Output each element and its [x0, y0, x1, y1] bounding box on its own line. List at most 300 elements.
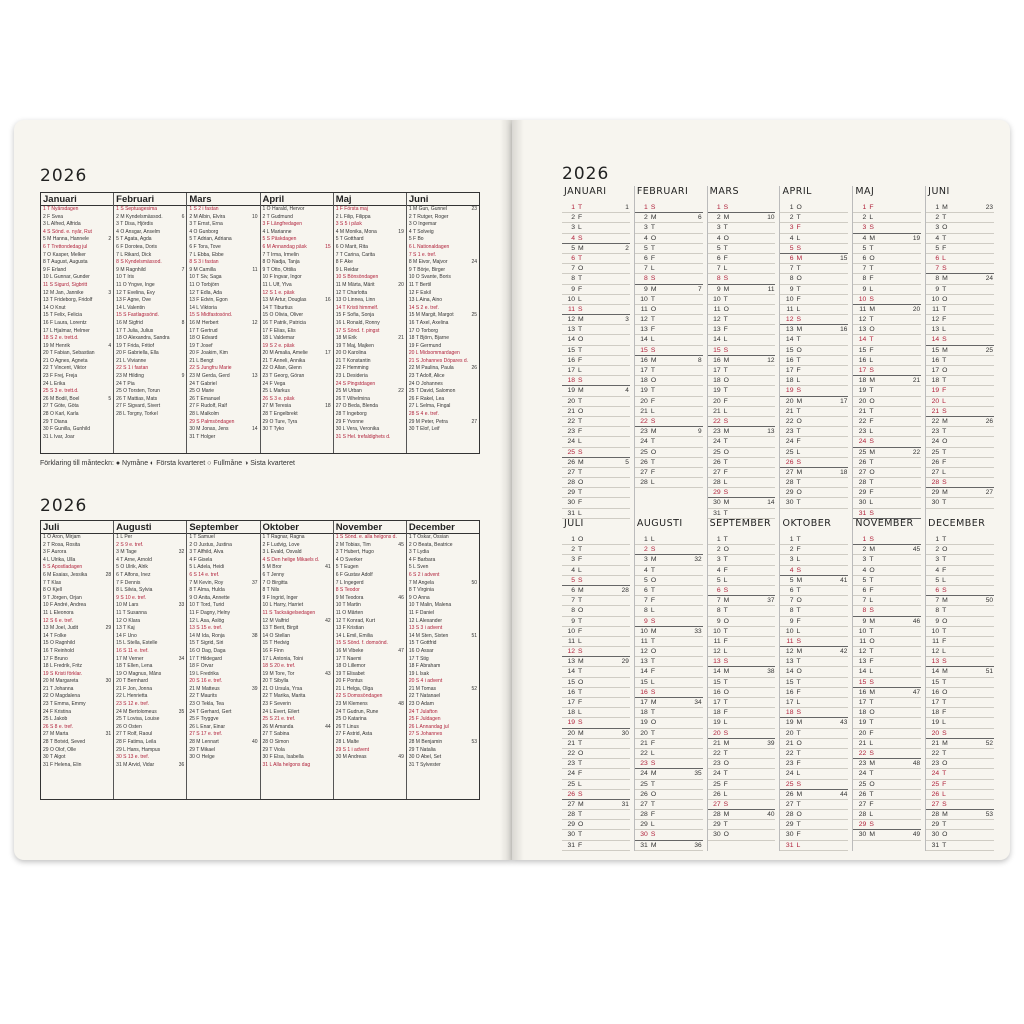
planner-day-row[interactable]: [562, 213, 630, 223]
planner-day-row[interactable]: [562, 729, 630, 739]
planner-day-row[interactable]: [853, 749, 921, 759]
planner-day-row[interactable]: [562, 708, 630, 718]
planner-day-row[interactable]: [562, 596, 630, 606]
planner-day-row[interactable]: [708, 545, 776, 555]
planner-day-row[interactable]: [708, 356, 776, 366]
planner-day-row[interactable]: [853, 708, 921, 718]
planner-day-row[interactable]: [926, 841, 994, 851]
planner-day-row[interactable]: [853, 555, 921, 565]
planner-day-row[interactable]: [708, 739, 776, 749]
planner-day-row[interactable]: [926, 790, 994, 800]
planner-day-row[interactable]: [562, 325, 630, 335]
planner-day-row[interactable]: [780, 325, 848, 335]
planner-day-row[interactable]: [780, 657, 848, 667]
planner-day-row[interactable]: [926, 376, 994, 386]
planner-day-row[interactable]: [926, 417, 994, 427]
planner-day-row[interactable]: [780, 586, 848, 596]
planner-day-row[interactable]: [635, 688, 703, 698]
planner-day-row[interactable]: [635, 356, 703, 366]
planner-day-row[interactable]: [853, 213, 921, 223]
planner-day-row[interactable]: [562, 678, 630, 688]
planner-day-row[interactable]: [635, 478, 703, 488]
planner-day-row[interactable]: [853, 264, 921, 274]
planner-day-row[interactable]: [708, 213, 776, 223]
planner-day-row[interactable]: [562, 305, 630, 315]
planner-day-row[interactable]: [926, 223, 994, 233]
planner-day-row[interactable]: [635, 830, 703, 840]
planner-day-row[interactable]: [780, 468, 848, 478]
planner-day-row[interactable]: [926, 427, 994, 437]
planner-day-row[interactable]: [635, 637, 703, 647]
planner-day-row[interactable]: [635, 617, 703, 627]
planner-day-row[interactable]: [562, 759, 630, 769]
planner-day-row[interactable]: [853, 285, 921, 295]
planner-day-row[interactable]: [562, 397, 630, 407]
planner-day-row[interactable]: [635, 545, 703, 555]
planner-day-row[interactable]: [635, 223, 703, 233]
planner-day-row[interactable]: [780, 366, 848, 376]
planner-day-row[interactable]: [853, 335, 921, 345]
planner-day-row[interactable]: [853, 397, 921, 407]
planner-day-row[interactable]: [635, 437, 703, 447]
planner-day-row[interactable]: [708, 315, 776, 325]
planner-day-row[interactable]: [708, 417, 776, 427]
planner-day-row[interactable]: [853, 657, 921, 667]
planner-day-row[interactable]: [853, 356, 921, 366]
planner-day-row[interactable]: [635, 566, 703, 576]
planner-day-row[interactable]: [926, 729, 994, 739]
planner-day-row[interactable]: [853, 790, 921, 800]
planner-day-row[interactable]: [780, 386, 848, 396]
planner-day-row[interactable]: [853, 498, 921, 508]
planner-day-row[interactable]: [708, 244, 776, 254]
planner-day-row[interactable]: [708, 576, 776, 586]
planner-day-row[interactable]: [562, 688, 630, 698]
planner-day-row[interactable]: [562, 769, 630, 779]
planner-day-row[interactable]: [635, 820, 703, 830]
planner-day-row[interactable]: [562, 264, 630, 274]
planner-day-row[interactable]: [708, 535, 776, 545]
planner-day-row[interactable]: [635, 606, 703, 616]
planner-day-row[interactable]: [635, 667, 703, 677]
planner-day-row[interactable]: [926, 366, 994, 376]
planner-day-row[interactable]: [926, 555, 994, 565]
planner-day-row[interactable]: [708, 780, 776, 790]
planner-day-row[interactable]: [780, 759, 848, 769]
planner-day-row[interactable]: [708, 759, 776, 769]
planner-day-row[interactable]: [708, 718, 776, 728]
planner-day-row[interactable]: [708, 427, 776, 437]
planner-day-row[interactable]: [853, 437, 921, 447]
planner-day-row[interactable]: [853, 800, 921, 810]
planner-day-row[interactable]: [780, 397, 848, 407]
planner-day-row[interactable]: [708, 555, 776, 565]
planner-day-row[interactable]: [562, 790, 630, 800]
planner-day-row[interactable]: [853, 274, 921, 284]
planner-day-row[interactable]: [853, 769, 921, 779]
planner-day-row[interactable]: [780, 667, 848, 677]
planner-day-row[interactable]: [780, 678, 848, 688]
planner-day-row[interactable]: [926, 667, 994, 677]
planner-day-row[interactable]: [635, 739, 703, 749]
planner-day-row[interactable]: [853, 325, 921, 335]
planner-day-row[interactable]: [780, 708, 848, 718]
planner-day-row[interactable]: [853, 254, 921, 264]
planner-day-row[interactable]: [635, 535, 703, 545]
planner-day-row[interactable]: [708, 346, 776, 356]
planner-day-row[interactable]: [562, 315, 630, 325]
planner-day-row[interactable]: [926, 657, 994, 667]
planner-day-row[interactable]: [562, 223, 630, 233]
planner-day-row[interactable]: [853, 346, 921, 356]
planner-day-row[interactable]: [780, 698, 848, 708]
planner-day-row[interactable]: [853, 458, 921, 468]
planner-day-row[interactable]: [926, 586, 994, 596]
planner-day-row[interactable]: [853, 576, 921, 586]
planner-day-row[interactable]: [853, 718, 921, 728]
planner-day-row[interactable]: [635, 729, 703, 739]
planner-day-row[interactable]: [853, 810, 921, 820]
planner-day-row[interactable]: [780, 295, 848, 305]
planner-day-row[interactable]: [635, 203, 703, 213]
planner-day-row[interactable]: [926, 386, 994, 396]
planner-day-row[interactable]: [635, 213, 703, 223]
planner-day-row[interactable]: [562, 427, 630, 437]
planner-day-row[interactable]: [562, 830, 630, 840]
planner-day-row[interactable]: [926, 346, 994, 356]
planner-day-row[interactable]: [635, 780, 703, 790]
planner-day-row[interactable]: [926, 780, 994, 790]
planner-day-row[interactable]: [926, 295, 994, 305]
planner-day-row[interactable]: [708, 397, 776, 407]
planner-day-row[interactable]: [853, 759, 921, 769]
planner-day-row[interactable]: [780, 223, 848, 233]
planner-day-row[interactable]: [926, 244, 994, 254]
planner-day-row[interactable]: [635, 576, 703, 586]
planner-day-row[interactable]: [853, 305, 921, 315]
planner-day-row[interactable]: [853, 830, 921, 840]
planner-day-row[interactable]: [926, 254, 994, 264]
planner-day-row[interactable]: [562, 437, 630, 447]
planner-day-row[interactable]: [926, 759, 994, 769]
planner-day-row[interactable]: [635, 810, 703, 820]
planner-day-row[interactable]: [562, 366, 630, 376]
planner-day-row[interactable]: [708, 708, 776, 718]
planner-day-row[interactable]: [562, 820, 630, 830]
planner-day-row[interactable]: [635, 274, 703, 284]
planner-day-row[interactable]: [926, 637, 994, 647]
planner-day-row[interactable]: [853, 407, 921, 417]
planner-day-row[interactable]: [708, 254, 776, 264]
planner-day-row[interactable]: [926, 830, 994, 840]
planner-day-row[interactable]: [780, 335, 848, 345]
planner-day-row[interactable]: [562, 458, 630, 468]
planner-day-row[interactable]: [853, 647, 921, 657]
planner-day-row[interactable]: [562, 566, 630, 576]
planner-day-row[interactable]: [926, 285, 994, 295]
planner-day-row[interactable]: [780, 739, 848, 749]
planner-day-row[interactable]: [780, 234, 848, 244]
planner-day-row[interactable]: [635, 769, 703, 779]
planner-day-row[interactable]: [708, 498, 776, 508]
planner-day-row[interactable]: [780, 769, 848, 779]
planner-day-row[interactable]: [635, 264, 703, 274]
planner-day-row[interactable]: [635, 376, 703, 386]
planner-day-row[interactable]: [635, 407, 703, 417]
planner-day-row[interactable]: [926, 407, 994, 417]
planner-day-row[interactable]: [926, 488, 994, 498]
planner-day-row[interactable]: [635, 759, 703, 769]
planner-day-row[interactable]: [708, 285, 776, 295]
planner-day-row[interactable]: [926, 264, 994, 274]
planner-day-row[interactable]: [635, 458, 703, 468]
planner-day-row[interactable]: [708, 305, 776, 315]
planner-day-row[interactable]: [853, 386, 921, 396]
planner-day-row[interactable]: [708, 366, 776, 376]
planner-day-row[interactable]: [926, 596, 994, 606]
planner-day-row[interactable]: [708, 566, 776, 576]
planner-day-row[interactable]: [708, 698, 776, 708]
planner-day-row[interactable]: [853, 729, 921, 739]
planner-day-row[interactable]: [926, 234, 994, 244]
planner-day-row[interactable]: [780, 437, 848, 447]
planner-day-row[interactable]: [708, 203, 776, 213]
planner-day-row[interactable]: [853, 535, 921, 545]
planner-day-row[interactable]: [926, 800, 994, 810]
planner-day-row[interactable]: [562, 718, 630, 728]
planner-day-row[interactable]: [562, 637, 630, 647]
planner-day-row[interactable]: [853, 820, 921, 830]
planner-day-row[interactable]: [926, 576, 994, 586]
planner-day-row[interactable]: [635, 586, 703, 596]
planner-day-row[interactable]: [708, 627, 776, 637]
planner-day-row[interactable]: [562, 667, 630, 677]
planner-day-row[interactable]: [926, 718, 994, 728]
planner-day-row[interactable]: [780, 688, 848, 698]
planner-day-row[interactable]: [708, 667, 776, 677]
planner-day-row[interactable]: [562, 535, 630, 545]
planner-day-row[interactable]: [562, 555, 630, 565]
planner-day-row[interactable]: [708, 688, 776, 698]
planner-day-row[interactable]: [926, 213, 994, 223]
planner-day-row[interactable]: [853, 223, 921, 233]
planner-day-row[interactable]: [780, 427, 848, 437]
planner-day-row[interactable]: [635, 417, 703, 427]
planner-day-row[interactable]: [926, 305, 994, 315]
planner-day-row[interactable]: [708, 407, 776, 417]
planner-day-row[interactable]: [635, 386, 703, 396]
planner-day-row[interactable]: [635, 244, 703, 254]
planner-day-row[interactable]: [853, 617, 921, 627]
planner-day-row[interactable]: [635, 841, 703, 851]
planner-day-row[interactable]: [853, 295, 921, 305]
planner-day-row[interactable]: [926, 698, 994, 708]
planner-day-row[interactable]: [853, 417, 921, 427]
planner-day-row[interactable]: [853, 366, 921, 376]
planner-day-row[interactable]: [708, 810, 776, 820]
planner-day-row[interactable]: [780, 346, 848, 356]
planner-day-row[interactable]: [926, 437, 994, 447]
planner-day-row[interactable]: [562, 800, 630, 810]
planner-day-row[interactable]: [780, 810, 848, 820]
planner-day-row[interactable]: [780, 254, 848, 264]
planner-day-row[interactable]: [708, 657, 776, 667]
planner-day-row[interactable]: [853, 566, 921, 576]
planner-day-row[interactable]: [780, 274, 848, 284]
planner-day-row[interactable]: [562, 468, 630, 478]
planner-day-row[interactable]: [635, 468, 703, 478]
planner-day-row[interactable]: [708, 437, 776, 447]
planner-day-row[interactable]: [780, 458, 848, 468]
planner-day-row[interactable]: [853, 488, 921, 498]
planner-day-row[interactable]: [926, 606, 994, 616]
planner-day-row[interactable]: [635, 325, 703, 335]
planner-day-row[interactable]: [780, 315, 848, 325]
planner-day-row[interactable]: [708, 637, 776, 647]
planner-day-row[interactable]: [635, 285, 703, 295]
planner-day-row[interactable]: [853, 586, 921, 596]
planner-day-row[interactable]: [780, 535, 848, 545]
planner-day-row[interactable]: [708, 325, 776, 335]
planner-day-row[interactable]: [780, 417, 848, 427]
planner-day-row[interactable]: [926, 335, 994, 345]
planner-day-row[interactable]: [562, 657, 630, 667]
planner-day-row[interactable]: [635, 657, 703, 667]
planner-day-row[interactable]: [562, 203, 630, 213]
planner-day-row[interactable]: [562, 647, 630, 657]
planner-day-row[interactable]: [853, 678, 921, 688]
planner-day-row[interactable]: [853, 427, 921, 437]
planner-day-row[interactable]: [780, 576, 848, 586]
planner-day-row[interactable]: [780, 841, 848, 851]
planner-day-row[interactable]: [926, 535, 994, 545]
planner-day-row[interactable]: [926, 356, 994, 366]
planner-day-row[interactable]: [708, 830, 776, 840]
planner-day-row[interactable]: [562, 356, 630, 366]
planner-day-row[interactable]: [635, 647, 703, 657]
planner-day-row[interactable]: [853, 596, 921, 606]
planner-day-row[interactable]: [780, 780, 848, 790]
planner-day-row[interactable]: [708, 596, 776, 606]
planner-day-row[interactable]: [853, 478, 921, 488]
planner-day-row[interactable]: [926, 647, 994, 657]
planner-day-row[interactable]: [562, 376, 630, 386]
planner-day-row[interactable]: [853, 637, 921, 647]
planner-day-row[interactable]: [780, 498, 848, 508]
planner-day-row[interactable]: [780, 790, 848, 800]
planner-day-row[interactable]: [562, 780, 630, 790]
planner-day-row[interactable]: [780, 820, 848, 830]
planner-day-row[interactable]: [708, 386, 776, 396]
planner-day-row[interactable]: [780, 203, 848, 213]
planner-day-row[interactable]: [635, 335, 703, 345]
planner-day-row[interactable]: [853, 698, 921, 708]
planner-day-row[interactable]: [708, 448, 776, 458]
planner-day-row[interactable]: [926, 688, 994, 698]
planner-day-row[interactable]: [780, 305, 848, 315]
planner-day-row[interactable]: [708, 678, 776, 688]
planner-day-row[interactable]: [635, 346, 703, 356]
planner-day-row[interactable]: [853, 468, 921, 478]
planner-day-row[interactable]: [780, 356, 848, 366]
planner-day-row[interactable]: [708, 478, 776, 488]
planner-day-row[interactable]: [780, 617, 848, 627]
planner-day-row[interactable]: [635, 596, 703, 606]
planner-day-row[interactable]: [780, 478, 848, 488]
planner-day-row[interactable]: [635, 397, 703, 407]
planner-day-row[interactable]: [562, 810, 630, 820]
planner-day-row[interactable]: [780, 596, 848, 606]
planner-day-row[interactable]: [926, 627, 994, 637]
planner-day-row[interactable]: [708, 749, 776, 759]
planner-day-row[interactable]: [635, 718, 703, 728]
planner-day-row[interactable]: [780, 606, 848, 616]
planner-day-row[interactable]: [853, 780, 921, 790]
planner-day-row[interactable]: [926, 749, 994, 759]
planner-day-row[interactable]: [562, 417, 630, 427]
planner-day-row[interactable]: [635, 254, 703, 264]
planner-day-row[interactable]: [780, 566, 848, 576]
planner-day-row[interactable]: [562, 448, 630, 458]
planner-day-row[interactable]: [635, 427, 703, 437]
planner-day-row[interactable]: [562, 749, 630, 759]
planner-day-row[interactable]: [562, 586, 630, 596]
planner-day-row[interactable]: [562, 244, 630, 254]
planner-day-row[interactable]: [708, 376, 776, 386]
planner-day-row[interactable]: [562, 739, 630, 749]
planner-day-row[interactable]: [635, 790, 703, 800]
planner-day-row[interactable]: [853, 545, 921, 555]
planner-day-row[interactable]: [853, 448, 921, 458]
planner-day-row[interactable]: [926, 274, 994, 284]
planner-day-row[interactable]: [926, 678, 994, 688]
planner-day-row[interactable]: [635, 749, 703, 759]
planner-day-row[interactable]: [562, 698, 630, 708]
planner-day-row[interactable]: [926, 810, 994, 820]
planner-day-row[interactable]: [926, 315, 994, 325]
planner-day-row[interactable]: [926, 478, 994, 488]
planner-day-row[interactable]: [635, 315, 703, 325]
planner-day-row[interactable]: [635, 295, 703, 305]
planner-day-row[interactable]: [780, 718, 848, 728]
planner-day-row[interactable]: [780, 244, 848, 254]
planner-day-row[interactable]: [853, 244, 921, 254]
planner-day-row[interactable]: [853, 376, 921, 386]
planner-day-row[interactable]: [780, 647, 848, 657]
planner-day-row[interactable]: [780, 800, 848, 810]
planner-day-row[interactable]: [926, 448, 994, 458]
planner-day-row[interactable]: [853, 606, 921, 616]
planner-day-row[interactable]: [562, 274, 630, 284]
planner-day-row[interactable]: [853, 234, 921, 244]
planner-day-row[interactable]: [635, 555, 703, 565]
planner-day-row[interactable]: [562, 285, 630, 295]
planner-day-row[interactable]: [926, 458, 994, 468]
planner-day-row[interactable]: [926, 397, 994, 407]
planner-day-row[interactable]: [926, 820, 994, 830]
planner-day-row[interactable]: [562, 617, 630, 627]
planner-day-row[interactable]: [635, 698, 703, 708]
planner-day-row[interactable]: [708, 295, 776, 305]
planner-day-row[interactable]: [708, 617, 776, 627]
planner-day-row[interactable]: [780, 545, 848, 555]
planner-day-row[interactable]: [926, 566, 994, 576]
planner-day-row[interactable]: [562, 488, 630, 498]
planner-day-row[interactable]: [635, 678, 703, 688]
planner-day-row[interactable]: [926, 617, 994, 627]
planner-day-row[interactable]: [780, 830, 848, 840]
planner-day-row[interactable]: [562, 234, 630, 244]
